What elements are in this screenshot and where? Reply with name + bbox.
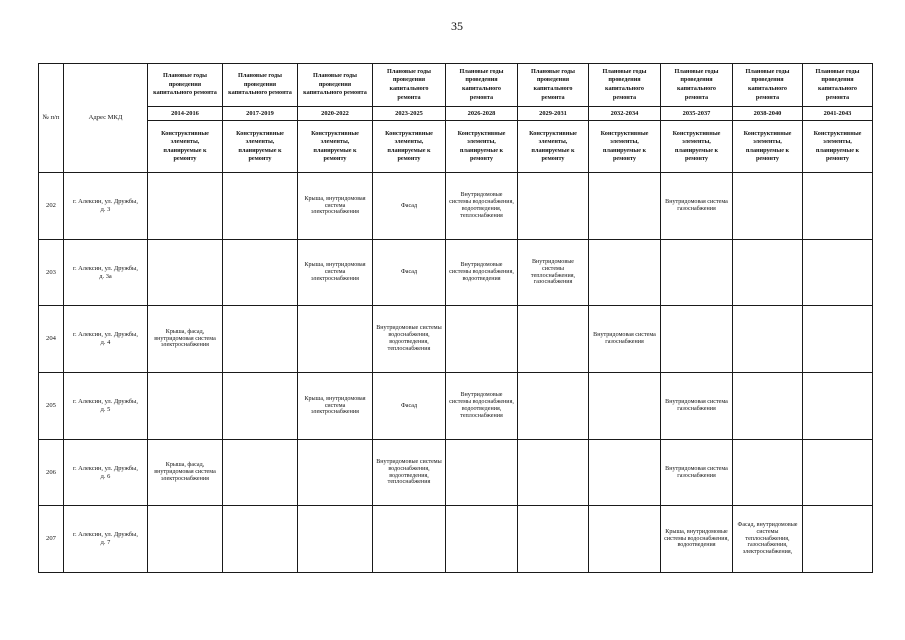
empty-cell	[518, 373, 589, 440]
repair-elements-cell: Внутридомовая система газоснабжения	[661, 173, 733, 240]
repair-elements-cell: Внутридомовая система газоснабжения	[661, 440, 733, 506]
repair-elements-cell: Внутридомовые системы водоснабжения, водоотведения, теплоснабжения	[373, 306, 446, 373]
empty-cell	[803, 173, 873, 240]
repair-elements-cell: Внутридомовые системы водоснабжения, водоотведения, теплоснабжения	[446, 173, 518, 240]
table-header	[39, 64, 873, 173]
header-planned-years: Плановые годы проведения капитального ремонта	[223, 64, 298, 107]
header-number: № п/п	[39, 64, 64, 173]
repair-elements-cell: Крыша, внутридомовая система электроснабжения	[298, 240, 373, 306]
header-planned-years: Плановые годы проведения капитального ремонта	[373, 64, 446, 107]
empty-cell	[803, 506, 873, 573]
header-years-period: 2041-2043	[803, 107, 873, 121]
table-row	[39, 506, 873, 573]
empty-cell	[803, 373, 873, 440]
repair-elements-cell: Фасад	[373, 373, 446, 440]
empty-cell	[518, 173, 589, 240]
row-address: г. Алексин, ул. Дружбы, д. 3а	[64, 240, 148, 306]
empty-cell	[589, 373, 661, 440]
row-number: 207	[39, 506, 64, 573]
header-row-elements	[39, 121, 873, 173]
table-row	[39, 240, 873, 306]
header-years-period: 2032-2034	[589, 107, 661, 121]
repair-elements-cell: Крыша, внутридомовая система электроснабжения	[298, 373, 373, 440]
repair-elements-cell: Фасад	[373, 173, 446, 240]
row-address: г. Алексин, ул. Дружбы, д. 3	[64, 173, 148, 240]
empty-cell	[223, 240, 298, 306]
repair-elements-cell: Крыша, внутридомовые системы водоснабжения, водоотведения	[661, 506, 733, 573]
repair-elements-cell: Крыша, фасад, внутридомовая система электроснабжения	[148, 440, 223, 506]
empty-cell	[733, 440, 803, 506]
header-years-period: 2017-2019	[223, 107, 298, 121]
header-structural-elements: Конструктивные элементы, планируемые к ремонту	[661, 121, 733, 173]
row-number: 206	[39, 440, 64, 506]
empty-cell	[733, 373, 803, 440]
empty-cell	[803, 240, 873, 306]
repair-elements-cell: Фасад	[373, 240, 446, 306]
table-row	[39, 373, 873, 440]
repair-elements-cell: Крыша, фасад, внутридомовая система электроснабжения	[148, 306, 223, 373]
empty-cell	[803, 440, 873, 506]
header-years-period: 2029-2031	[518, 107, 589, 121]
repair-elements-cell: Внутридомовая система газоснабжения	[589, 306, 661, 373]
empty-cell	[148, 240, 223, 306]
empty-cell	[733, 173, 803, 240]
repair-elements-cell: Фасад, внутридомовые системы теплоснабжения, газоснабжения, электроснабжения,	[733, 506, 803, 573]
empty-cell	[223, 373, 298, 440]
header-structural-elements: Конструктивные элементы, планируемые к ремонту	[223, 121, 298, 173]
header-address: Адрес МКД	[64, 64, 148, 173]
empty-cell	[148, 506, 223, 573]
empty-cell	[446, 440, 518, 506]
header-planned-years: Плановые годы проведения капитального ремонта	[298, 64, 373, 107]
header-years-period: 2020-2022	[298, 107, 373, 121]
empty-cell	[589, 240, 661, 306]
repair-elements-cell: Внутридомовые системы водоснабжения, водоотведения, теплоснабжения	[373, 440, 446, 506]
header-planned-years: Плановые годы проведения капитального ремонта	[148, 64, 223, 107]
empty-cell	[733, 306, 803, 373]
empty-cell	[518, 306, 589, 373]
empty-cell	[373, 506, 446, 573]
row-address: г. Алексин, ул. Дружбы, д. 5	[64, 373, 148, 440]
empty-cell	[223, 440, 298, 506]
header-years-period: 2014-2016	[148, 107, 223, 121]
empty-cell	[446, 306, 518, 373]
header-structural-elements: Конструктивные элементы, планируемые к ремонту	[373, 121, 446, 173]
header-years-period: 2026-2028	[446, 107, 518, 121]
row-address: г. Алексин, ул. Дружбы, д. 4	[64, 306, 148, 373]
repair-elements-cell: Внутридомовые системы водоснабжения, водоотведения	[446, 240, 518, 306]
header-structural-elements: Конструктивные элементы, планируемые к ремонту	[589, 121, 661, 173]
repair-elements-cell: Внутридомовые системы водоснабжения, водоотведения, теплоснабжения	[446, 373, 518, 440]
empty-cell	[589, 440, 661, 506]
repair-elements-cell: Внутридомовая система газоснабжения	[661, 373, 733, 440]
header-years-period: 2023-2025	[373, 107, 446, 121]
header-planned-years: Плановые годы проведения капитального ремонта	[803, 64, 873, 107]
row-number: 204	[39, 306, 64, 373]
header-planned-years: Плановые годы проведения капитального ремонта	[446, 64, 518, 107]
repair-elements-cell: Крыша, внутридомовая система электроснабжения	[298, 173, 373, 240]
empty-cell	[298, 306, 373, 373]
page-number: 35	[451, 19, 463, 33]
empty-cell	[589, 506, 661, 573]
header-row-planned	[39, 64, 873, 107]
empty-cell	[223, 306, 298, 373]
header-structural-elements: Конструктивные элементы, планируемые к ремонту	[148, 121, 223, 173]
row-number: 205	[39, 373, 64, 440]
header-row-years	[39, 107, 873, 121]
header-planned-years: Плановые годы проведения капитального ремонта	[589, 64, 661, 107]
row-address: г. Алексин, ул. Дружбы, д. 6	[64, 440, 148, 506]
row-number: 203	[39, 240, 64, 306]
empty-cell	[446, 506, 518, 573]
header-planned-years: Плановые годы проведения капитального ремонта	[661, 64, 733, 107]
empty-cell	[148, 373, 223, 440]
header-planned-years: Плановые годы проведения капитального ремонта	[518, 64, 589, 107]
header-structural-elements: Конструктивные элементы, планируемые к ремонту	[298, 121, 373, 173]
empty-cell	[223, 173, 298, 240]
header-structural-elements: Конструктивные элементы, планируемые к ремонту	[803, 121, 873, 173]
header-structural-elements: Конструктивные элементы, планируемые к ремонту	[518, 121, 589, 173]
empty-cell	[803, 306, 873, 373]
empty-cell	[733, 240, 803, 306]
repair-elements-cell: Внутридомовые системы теплоснабжения, газоснабжения	[518, 240, 589, 306]
header-structural-elements: Конструктивные элементы, планируемые к ремонту	[733, 121, 803, 173]
empty-cell	[298, 506, 373, 573]
header-structural-elements: Конструктивные элементы, планируемые к ремонту	[446, 121, 518, 173]
header-years-period: 2038-2040	[733, 107, 803, 121]
empty-cell	[518, 506, 589, 573]
empty-cell	[148, 173, 223, 240]
header-planned-years: Плановые годы проведения капитального ремонта	[733, 64, 803, 107]
table-row	[39, 173, 873, 240]
empty-cell	[223, 506, 298, 573]
empty-cell	[589, 173, 661, 240]
row-number: 202	[39, 173, 64, 240]
empty-cell	[518, 440, 589, 506]
table-row	[39, 440, 873, 506]
header-years-period: 2035-2037	[661, 107, 733, 121]
row-address: г. Алексин, ул. Дружбы, д. 7	[64, 506, 148, 573]
capital-repair-schedule-table	[38, 63, 873, 573]
table-row	[39, 306, 873, 373]
empty-cell	[661, 240, 733, 306]
empty-cell	[298, 440, 373, 506]
empty-cell	[661, 306, 733, 373]
table-body	[39, 173, 873, 573]
